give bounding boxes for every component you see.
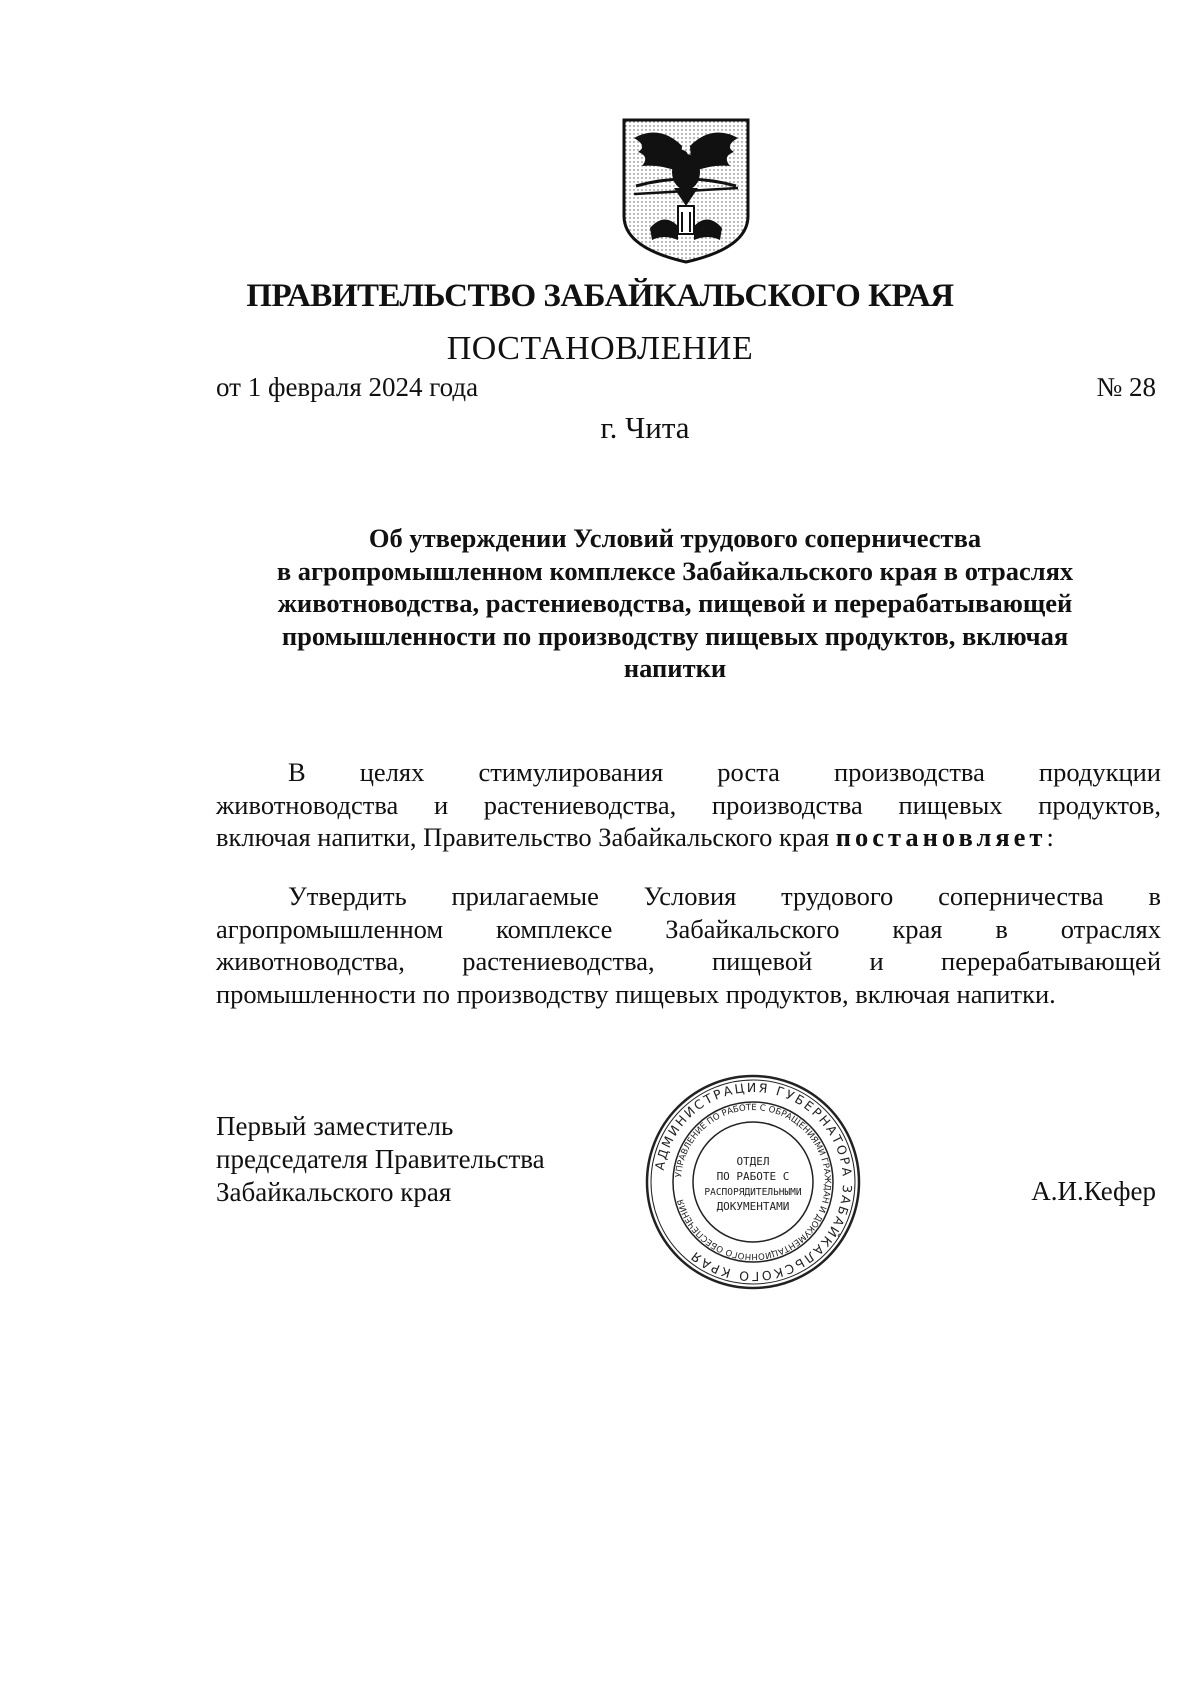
title-line: напитки — [623, 653, 727, 683]
paragraph-line: промышленности по производству пищевых продуктов, включая напитки. — [216, 978, 1056, 1009]
paragraph-line: агропромышленном комплексе Забайкальского края в отраслях — [216, 913, 1161, 944]
title-line: животноводства, растениеводства, пищевой и перерабатывающей — [277, 588, 1073, 618]
paragraph-line: животноводства и растениеводства, производства пищевых продуктов, — [216, 789, 1161, 820]
stamp-center-line: ДОКУМЕНТАМИ — [716, 1200, 790, 1213]
organization-name: ПРАВИТЕЛЬСТВО ЗАБАЙКАЛЬСКОГО КРАЯ — [246, 278, 954, 314]
paragraph-line: животноводства, растениеводства, пищевой и перерабатывающей — [216, 946, 1161, 976]
title-line: Об утверждении Условий трудового соперничества — [368, 523, 982, 553]
stamp-center-line: ПО РАБОТЕ С — [716, 1170, 790, 1183]
title-line: в агропромышленном комплексе Забайкальского края в отраслях — [276, 555, 1074, 586]
position-line: председателя Правительства — [216, 1144, 545, 1174]
stamp-center-line: РАСПОРЯДИТЕЛЬНЫМИ — [704, 1187, 802, 1198]
signatory-position — [216, 1110, 545, 1209]
stamp-inner-text: УПРАВЛЕНИЕ ПО РАБОТЕ С ОБРАЩЕНИЯМИ ГРАЖДАН И ДОКУМЕНТАЦИОННОГО ОБЕСПЕЧЕНИЯ — [674, 1102, 833, 1262]
signatory-name: А.И.Кефер — [1031, 1176, 1156, 1206]
title-line: промышленности по производству пищевых продуктов, включая — [281, 620, 1069, 651]
stamp-outer-text: АДМИНИСТРАЦИЯ ГУБЕРНАТОРА ЗАБАЙКАЛЬСКОГО КРАЯ — [651, 1079, 856, 1285]
document-type: ПОСТАНОВЛЕНИЕ — [446, 330, 754, 367]
paragraph-line — [216, 821, 1161, 854]
document-number: № 28 — [1096, 372, 1156, 402]
document-date: от 1 февраля 2024 года — [216, 372, 479, 402]
paragraph-line: В целях стимулирования роста производства продукции — [288, 757, 1161, 787]
position-line: Первый заместитель — [216, 1111, 454, 1141]
paragraph-text: включая напитки, Правительство Забайкальского края — [216, 822, 836, 852]
stamp-center-line: ОТДЕЛ — [736, 1155, 770, 1168]
coat-of-arms-icon — [620, 116, 752, 264]
document-city: г. Чита — [600, 410, 690, 445]
position-line: Забайкальского края — [216, 1177, 452, 1207]
paragraph-text: : — [1046, 822, 1054, 852]
document-title — [200, 522, 1150, 685]
decree-word: постановляет — [835, 822, 1047, 852]
preamble-paragraph — [216, 756, 1161, 854]
paragraph-line: Утвердить прилагаемые Условия трудового соперничества в — [288, 881, 1161, 911]
resolution-paragraph — [216, 880, 1161, 1010]
official-stamp — [643, 1072, 863, 1292]
